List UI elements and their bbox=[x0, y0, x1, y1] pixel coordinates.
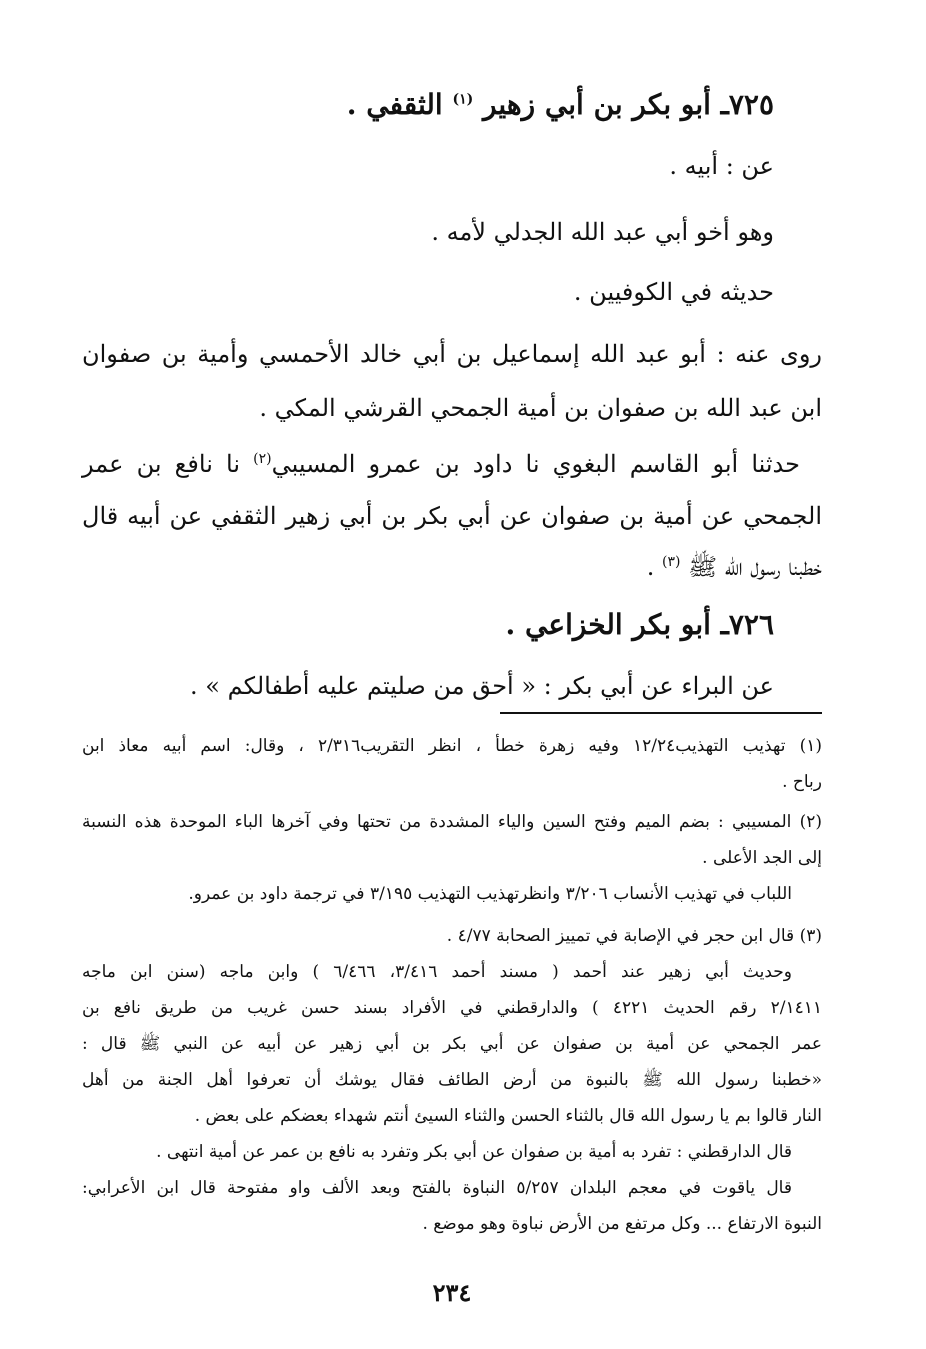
entry-725-narrators-line-2: ابن عبد الله بن صفوان بن أمية الجمحي القرشي المكي . bbox=[259, 394, 822, 422]
footnote-3-line-5: «خطبنا رسول الله ﷺ بالنبوة من أرض الطائف فقال يوشك أن تعرفوا أهل الجنة من أهل bbox=[82, 1070, 822, 1090]
page-number: ٢٣٤ bbox=[432, 1278, 472, 1307]
hadith-line-2: الجمحي عن أمية بن صفوان عن أبي بكر بن أبي زهير الثقفي عن أبيه قال bbox=[82, 502, 822, 530]
book-page bbox=[82, 78, 822, 1328]
footnote-3-line-3: ٢/١٤١١ رقم الحديث ٤٢٢١ ) والدارقطني في الأفراد بسند حسن غريب من طريق نافع بن bbox=[82, 998, 822, 1018]
entry-725-heading bbox=[347, 88, 774, 121]
footnote-3-line-4: عمر الجمحي عن أمية بن صفوان عن أبي بكر بن أبي زهير عن أبيه عن النبي ﷺ قال : bbox=[82, 1034, 822, 1054]
footnote-2-line-2: إلى الجد الأعلى . bbox=[702, 848, 822, 868]
entry-725-line-1: عن : أبيه . bbox=[669, 152, 774, 180]
entry-726-heading: ٧٢٦ـ أبو بكر الخزاعي . bbox=[505, 608, 774, 641]
entry-725-line-2: وهو أخو أبي عبد الله الجدلي لأمه . bbox=[431, 218, 774, 246]
entry-726-line: عن البراء عن أبي بكر : « أحق من صليتم عليه أطفالكم » . bbox=[190, 672, 774, 700]
footnote-3 bbox=[82, 918, 822, 1242]
footnote-3-line-9: النبوة الارتفاع ... وكل مرتفع من الأرض نباوة وهو موضع . bbox=[422, 1214, 822, 1234]
footnote-ref-3: (٣) bbox=[662, 554, 681, 570]
entry-725-narrators-line-1: روى عنه : أبو عبد الله إسماعيل بن أبي خالد الأحمسي وأمية بن صفوان bbox=[82, 340, 822, 368]
footnote-ref-2: (٢) bbox=[253, 451, 272, 467]
footnote-3-line-7: قال الدارقطني : تفرد به أمية بن صفوان عن أبي بكر وتفرد به نافع بن عمر عن أمية انتهى . bbox=[156, 1142, 792, 1162]
entry-725-line-3: حديثه في الكوفيين . bbox=[573, 278, 774, 306]
footnote-1-line-2: رباح . bbox=[782, 772, 822, 792]
entry-725-heading-text: ٧٢٥ـ أبو بكر بن أبي زهير bbox=[473, 88, 774, 121]
hadith-line-3 bbox=[647, 552, 822, 587]
hadith-line-1-tail: نا نافع بن عمر bbox=[82, 450, 254, 478]
footnote-2 bbox=[82, 804, 822, 912]
hadith-line-3-tail: . bbox=[646, 553, 663, 581]
hadith-line-3-text: خطبنا رسول الله ﷺ bbox=[680, 553, 822, 581]
footnote-ref-1: (١) bbox=[452, 91, 474, 108]
footnote-2-line-1: (٢) المسيبي : بضم الميم وفتح السين والياء المشددة من تحتها وفي آخرها الباء الموحدة هذه النسبة bbox=[82, 812, 822, 832]
footnote-3-line-2: وحديث أبي زهير عند أحمد ( مسند أحمد ٣/٤١٦، ٦/٤٦٦ ) وابن ماجه (سنن ابن ماجه bbox=[82, 962, 792, 982]
footnote-3-line-8: قال ياقوت في معجم البلدان ٥/٢٥٧ النباوة بالفتح وبعد الألف واو مفتوحة قال ابن الأعرابي: bbox=[82, 1178, 792, 1198]
hadith-line-1 bbox=[82, 450, 800, 478]
footnote-separator bbox=[500, 712, 822, 714]
entry-725-heading-tail: الثقفي . bbox=[346, 88, 453, 121]
footnote-2-line-3: اللباب في تهذيب الأنساب ٣/٢٠٦ وانظرتهذيب التهذيب ٣/١٩٥ في ترجمة داود بن عمرو. bbox=[188, 884, 792, 904]
footnote-1 bbox=[82, 728, 822, 800]
footnote-1-line-1: (١) تهذيب التهذيب١٢/٢٤ وفيه زهرة خطأ ، انظر التقريب٢/٣١٦ ، وقال: اسم أبيه معاذ ابن bbox=[82, 736, 822, 756]
footnote-3-line-6: النار قالوا بم يا رسول الله قال بالثناء الحسن والثناء السيئ أنتم شهداء بعضكم على بعض . bbox=[194, 1106, 822, 1126]
hadith-line-1-text: حدثنا أبو القاسم البغوي نا داود بن عمرو المسيبي bbox=[271, 450, 800, 478]
footnote-3-line-1: (٣) قال ابن حجر في الإصابة في تمييز الصحابة ٤/٧٧ . bbox=[446, 926, 822, 946]
